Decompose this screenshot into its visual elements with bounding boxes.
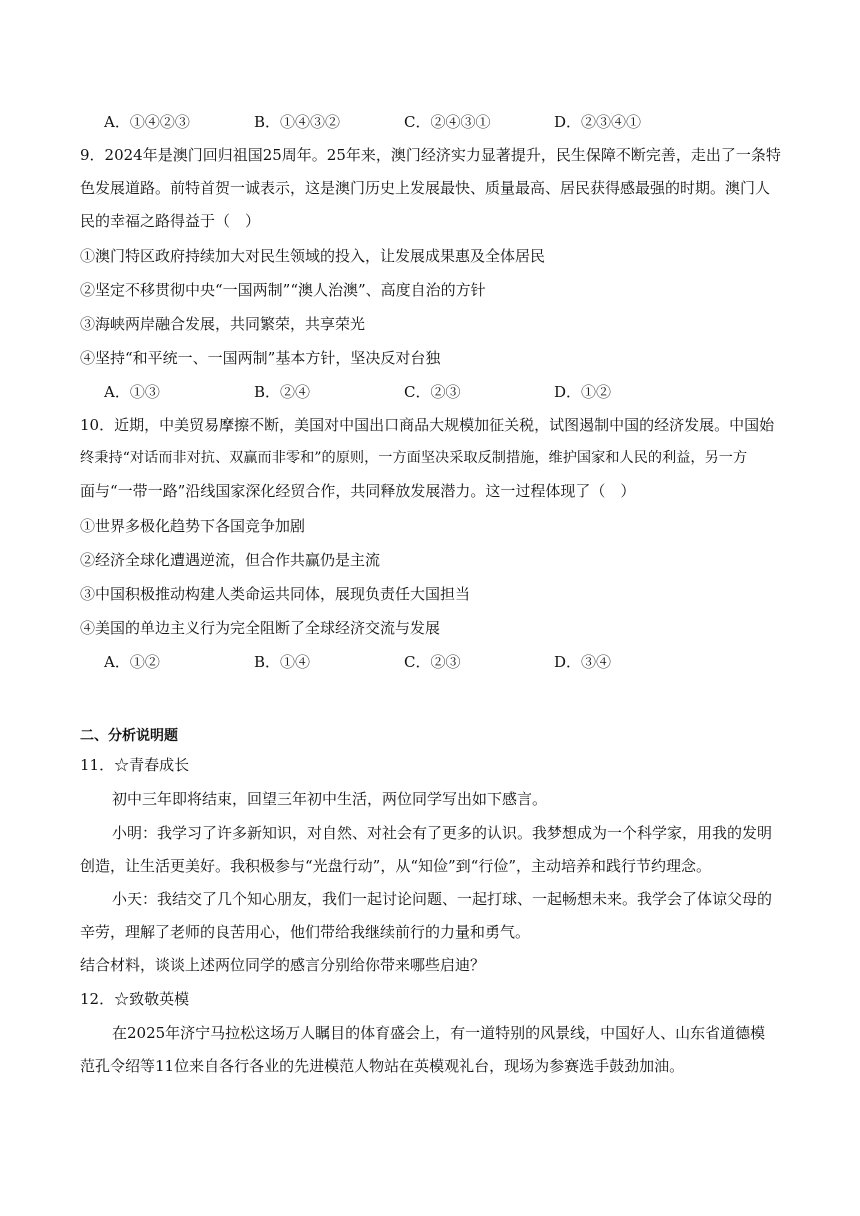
q8-options xyxy=(104,112,704,132)
q11-intro: 初中三年即将结束，回望三年初中生活，两位同学写出如下感言。 xyxy=(112,790,548,808)
q10-option-c[interactable]: C．②③ xyxy=(404,653,461,671)
q9-item: ②坚定不移贯彻中央“一国两制”“澳人治澳”、高度自治的方针 xyxy=(80,281,486,299)
q10-item: ②经济全球化遭遇逆流，但合作共赢仍是主流 xyxy=(80,551,381,569)
q9-options xyxy=(104,382,704,402)
q12-title: 12．☆致敬英模 xyxy=(80,990,190,1008)
q10-stem-line: 终秉持“对话而非对抗、双赢而非零和”的原则，一方面坚决采取反制措施，维护国家和人民的利益，另一方 xyxy=(80,450,748,466)
q8-option-c[interactable]: C．②④③① xyxy=(404,113,491,131)
q8-option-d[interactable]: D．②③④① xyxy=(554,113,642,131)
section-heading: 二、分析说明题 xyxy=(80,728,178,744)
q11-xiaotian-line: 小天：我结交了几个知心朋友，我们一起讨论问题、一起打球、一起畅想未来。我学会了体谅父母的 xyxy=(112,890,773,908)
q10-stem-line: 面与“一带一路”沿线国家深化经贸合作，共同释放发展潜力。这一过程体现了（ ） xyxy=(80,482,636,500)
q8-option-b[interactable]: B．①④③② xyxy=(254,113,341,131)
q12-line: 范孔令绍等11位来自各行各业的先进模范人物站在英模观礼台，现场为参赛选手鼓劲加油。 xyxy=(80,1057,685,1075)
q10-options xyxy=(104,652,704,672)
q9-stem-line: 9．2024年是澳门回归祖国25周年。25年来，澳门经济实力显著提升，民生保障不断完善，走出了一条特 xyxy=(80,146,781,164)
q9-option-b[interactable]: B．②④ xyxy=(254,383,311,401)
q10-option-a[interactable]: A．①② xyxy=(104,653,160,671)
q10-option-d[interactable]: D．③④ xyxy=(554,653,612,671)
q12-line: 在2025年济宁马拉松这场万人瞩目的体育盛会上，有一道特别的风景线，中国好人、山东省道德模 xyxy=(112,1024,766,1042)
q10-item: ③中国积极推动构建人类命运共同体，展现负责任大国担当 xyxy=(80,585,471,603)
q9-stem-line: 民的幸福之路得益于（ ） xyxy=(80,212,261,230)
q10-item: ④美国的单边主义行为完全阻断了全球经济交流与发展 xyxy=(80,619,441,637)
q9-stem-line: 色发展道路。前特首贺一诚表示，这是澳门历史上发展最快、质量最高、居民获得感最强的时期。澳门人 xyxy=(80,179,771,197)
q8-option-a[interactable]: A．①④②③ xyxy=(104,113,190,131)
q9-item: ①澳门特区政府持续加大对民生领域的投入，让发展成果惠及全体居民 xyxy=(80,247,546,265)
q10-option-b[interactable]: B．①④ xyxy=(254,653,311,671)
q9-option-a[interactable]: A．①③ xyxy=(104,383,160,401)
q10-stem-line: 10．近期，中美贸易摩擦不断，美国对中国出口商品大规模加征关税，试图遏制中国的经济发展。中国始 xyxy=(80,416,775,434)
q9-option-d[interactable]: D．①② xyxy=(554,383,612,401)
q9-item: ④坚持“和平统一、一国两制”基本方针，坚决反对台独 xyxy=(80,349,441,367)
q11-xiaoming-line: 创造，让生活更美好。我积极参与“光盘行动”，从“知俭”到“行俭”，主动培养和践行节约理念。 xyxy=(80,857,712,875)
q9-option-c[interactable]: C．②③ xyxy=(404,383,461,401)
q11-xiaoming-line: 小明：我学习了许多新知识，对自然、对社会有了更多的认识。我梦想成为一个科学家，用我的发明 xyxy=(112,824,773,842)
q11-title: 11．☆青春成长 xyxy=(80,756,190,774)
q9-item: ③海峡两岸融合发展，共同繁荣，共享荣光 xyxy=(80,315,366,333)
q11-question: 结合材料，谈谈上述两位同学的感言分别给你带来哪些启迪？ xyxy=(80,956,486,974)
q10-item: ①世界多极化趋势下各国竞争加剧 xyxy=(80,517,306,535)
q11-xiaotian-line: 辛劳，理解了老师的良苦用心，他们带给我继续前行的力量和勇气。 xyxy=(80,923,531,941)
